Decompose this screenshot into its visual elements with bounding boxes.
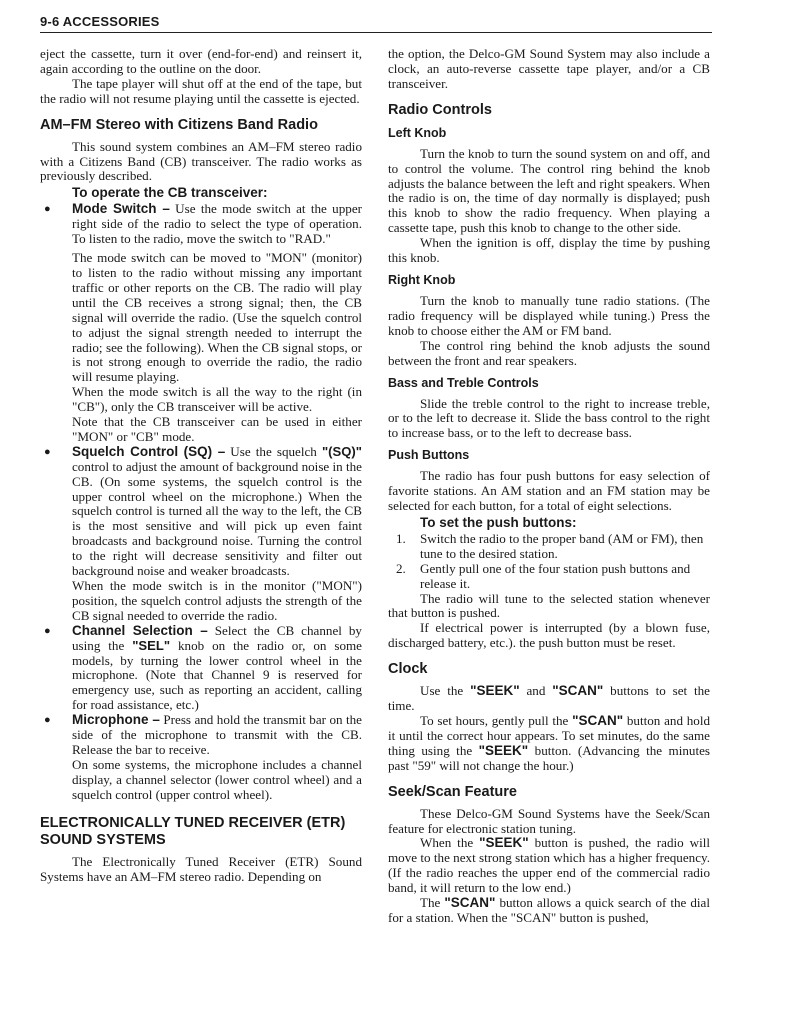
- paragraph: Note that the CB transceiver can be used in either "MON" or "CB" mode.: [72, 414, 362, 444]
- list-item: [388, 532, 710, 562]
- bullet-text: control to adjust the amount of background noise in the CB. (On some systems, the squelch control is the upper control wheel on the microphone.) When the squelch control is turned all the way to the left, the CB is the most sensitive and will pick up even faint broadcasts and background noise. Turning the control to the right will decrease sensitivity and filter out background noise and weaker broadcasts.: [72, 458, 362, 579]
- bullet-text: Press and hold the transmit bar on the side of the microphone to transmit with the CB. Release the bar to receive.: [72, 712, 362, 757]
- right-column: [388, 47, 710, 926]
- section-heading-seek-scan: Seek/Scan Feature: [388, 783, 517, 800]
- paragraph: If electrical power is interrupted (by a blown fuse, discharged battery, etc.). the push button must be reset.: [388, 620, 710, 651]
- scan-label: "SCAN": [572, 713, 624, 728]
- step-number: 2.: [396, 560, 406, 576]
- text: button. (Advancing the minutes past "59" will not change the hour.): [388, 742, 710, 773]
- bullet-keyword: Squelch Control (SQ) –: [72, 443, 226, 459]
- text: and: [519, 683, 553, 699]
- seek-label: "SEEK": [478, 742, 529, 758]
- paragraph: This sound system combines an AM–FM stereo radio with a Citizens Band (CB) transceiver. The radio works as previously described.: [40, 138, 362, 184]
- text: When the: [420, 835, 480, 851]
- subheading-right-knob: Right Knob: [388, 272, 456, 287]
- bullet-text: Use the mode switch at the upper right side of the radio to select the type of operation. To listen to the radio, move the switch to "RAD.": [72, 201, 362, 247]
- paragraph: [388, 714, 710, 774]
- subheading-bass-treble: Bass and Treble Controls: [388, 375, 539, 390]
- paragraph: Turn the knob to manually tune radio stations. (The radio frequency will be displayed while tuning.) Press the knob to choose either the AM or FM band.: [388, 292, 710, 338]
- step-number: 1.: [396, 530, 406, 546]
- section-heading-radio-controls: Radio Controls: [388, 101, 492, 118]
- list-item: [388, 562, 710, 592]
- paragraph: Slide the treble control to the right to increase treble, or to the left to decrease it. Slide the bass control to the right to increase bass, or to the left to decrease bass.: [388, 395, 710, 441]
- bullet-squelch-control: [40, 445, 362, 624]
- scan-label: "SCAN": [444, 895, 496, 911]
- text: To set hours, gently pull the: [420, 713, 573, 728]
- bullet-mode-switch: [40, 202, 362, 445]
- bullet-text: Select the CB channel by using the: [72, 622, 362, 653]
- bullet-keyword: Channel Selection –: [72, 622, 208, 638]
- bullet-channel-selection: [40, 624, 362, 713]
- subheading-set-push-buttons: To set the push buttons:: [420, 514, 577, 530]
- text: button is pushed, the radio will move to the next strong station which has a higher frequency. (If the radio reaches the upper end of the commercial radio band, it will return to the low end.): [388, 835, 710, 896]
- paragraph: When the mode switch is all the way to the right (in "CB"), only the CB transceiver will be active.: [72, 384, 362, 415]
- section-heading-clock: Clock: [388, 661, 428, 678]
- left-column: [40, 47, 362, 884]
- paragraph: Turn the knob to turn the sound system on and off, and to control the volume. The control ring behind the knob adjusts the balance between the left and right speakers. When the radio is on, the time of day normally is displayed; push this knob to show the radio frequency. When playing a cassette tape, push this knob to change to the other side.: [388, 145, 710, 236]
- bullet-microphone: [40, 713, 362, 802]
- bullet-text: Use the squelch: [225, 443, 322, 459]
- seek-label: "SEEK": [479, 835, 529, 851]
- section-heading-amfm-cb: AM–FM Stereo with Citizens Band Radio: [40, 116, 318, 133]
- paragraph: [388, 684, 710, 714]
- subheading-operate-cb: To operate the CB transceiver:: [72, 185, 268, 201]
- paragraph: the option, the Delco-GM Sound System may also include a clock, an auto-reverse cassette tape player, and/or a CB transceiver.: [388, 46, 710, 91]
- text: button allows a quick search of the dial for a station. When the "SCAN" button is pushed,: [388, 895, 710, 925]
- bullet-keyword: Microphone –: [72, 712, 160, 728]
- paragraph: eject the cassette, turn it over (end-for-end) and reinsert it, again according to the outline on the door.: [40, 46, 362, 76]
- paragraph: The radio will tune to the selected station whenever that button is pushed.: [388, 590, 710, 621]
- paragraph: The Electronically Tuned Receiver (ETR) Sound Systems have an AM–FM stereo radio. Depending on: [40, 853, 362, 884]
- paragraph: The tape player will shut off at the end of the tape, but the radio will not resume playing until the cassette is ejected.: [40, 75, 362, 106]
- sel-label: "SEL": [132, 637, 171, 653]
- running-header: 9-6 ACCESSORIES: [40, 14, 712, 33]
- subheading-push-buttons: Push Buttons: [388, 448, 470, 463]
- paragraph: The radio has four push buttons for easy selection of favorite stations. An AM station and an FM station may be selected for each button, for a total of eight selections.: [388, 468, 710, 514]
- bullet-text: knob on the radio or, on some models, by turning the lower control wheel in the microphone. (Note that Channel 9 is reserved for emergency use, such as reporting an accident, calling for road assistance, etc.): [72, 637, 362, 713]
- text: The: [420, 895, 445, 911]
- paragraph: These Delco-GM Sound Systems have the Seek/Scan feature for electronic station tuning.: [388, 805, 710, 836]
- subheading-left-knob: Left Knob: [388, 125, 447, 140]
- sq-label: "(SQ)": [321, 443, 362, 459]
- paragraph: [388, 836, 710, 896]
- steps-list: [388, 532, 710, 592]
- paragraph: When the mode switch is in the monitor ("MON") position, the squelch control adjusts the strength of the CB signal needed to override the radio.: [72, 578, 362, 623]
- step-text: Gently pull one of the four station push buttons and release it.: [420, 560, 691, 591]
- paragraph: [388, 896, 710, 926]
- text: button and hold it until the correct hour appears. To set minutes, do the same thing using the: [388, 713, 711, 758]
- paragraph: On some systems, the microphone includes a channel display, a channel selector (lower control wheel) and a squelch control (upper control wheel).: [72, 756, 362, 802]
- step-text: Switch the radio to the proper band (AM or FM), then tune to the desired station.: [420, 530, 704, 561]
- paragraph: When the ignition is off, display the time by pushing this knob.: [388, 235, 710, 266]
- bullet-keyword: Mode Switch –: [72, 201, 170, 217]
- seek-label: "SEEK": [470, 683, 520, 699]
- paragraph: The mode switch can be moved to "MON" (monitor) to listen to the radio without missing any important traffic or other reports on the CB. The radio will play until the CB receives a strong signal; then, the CB signal will override the radio. (Use the squelch control to adjust the signal strength needed to interrupt the radio; see the following). When the CB signal stops, or is not strong enough to override the radio, the radio will resume playing.: [72, 250, 362, 385]
- scan-label: "SCAN": [552, 683, 604, 699]
- text: Use the: [420, 683, 471, 699]
- text: buttons to set the time.: [388, 683, 710, 714]
- paragraph: The control ring behind the knob adjusts the sound between the front and rear speakers.: [388, 337, 710, 368]
- section-heading-etr: ELECTRONICALLY TUNED RECEIVER (ETR) SOUND SYSTEMS: [40, 814, 346, 848]
